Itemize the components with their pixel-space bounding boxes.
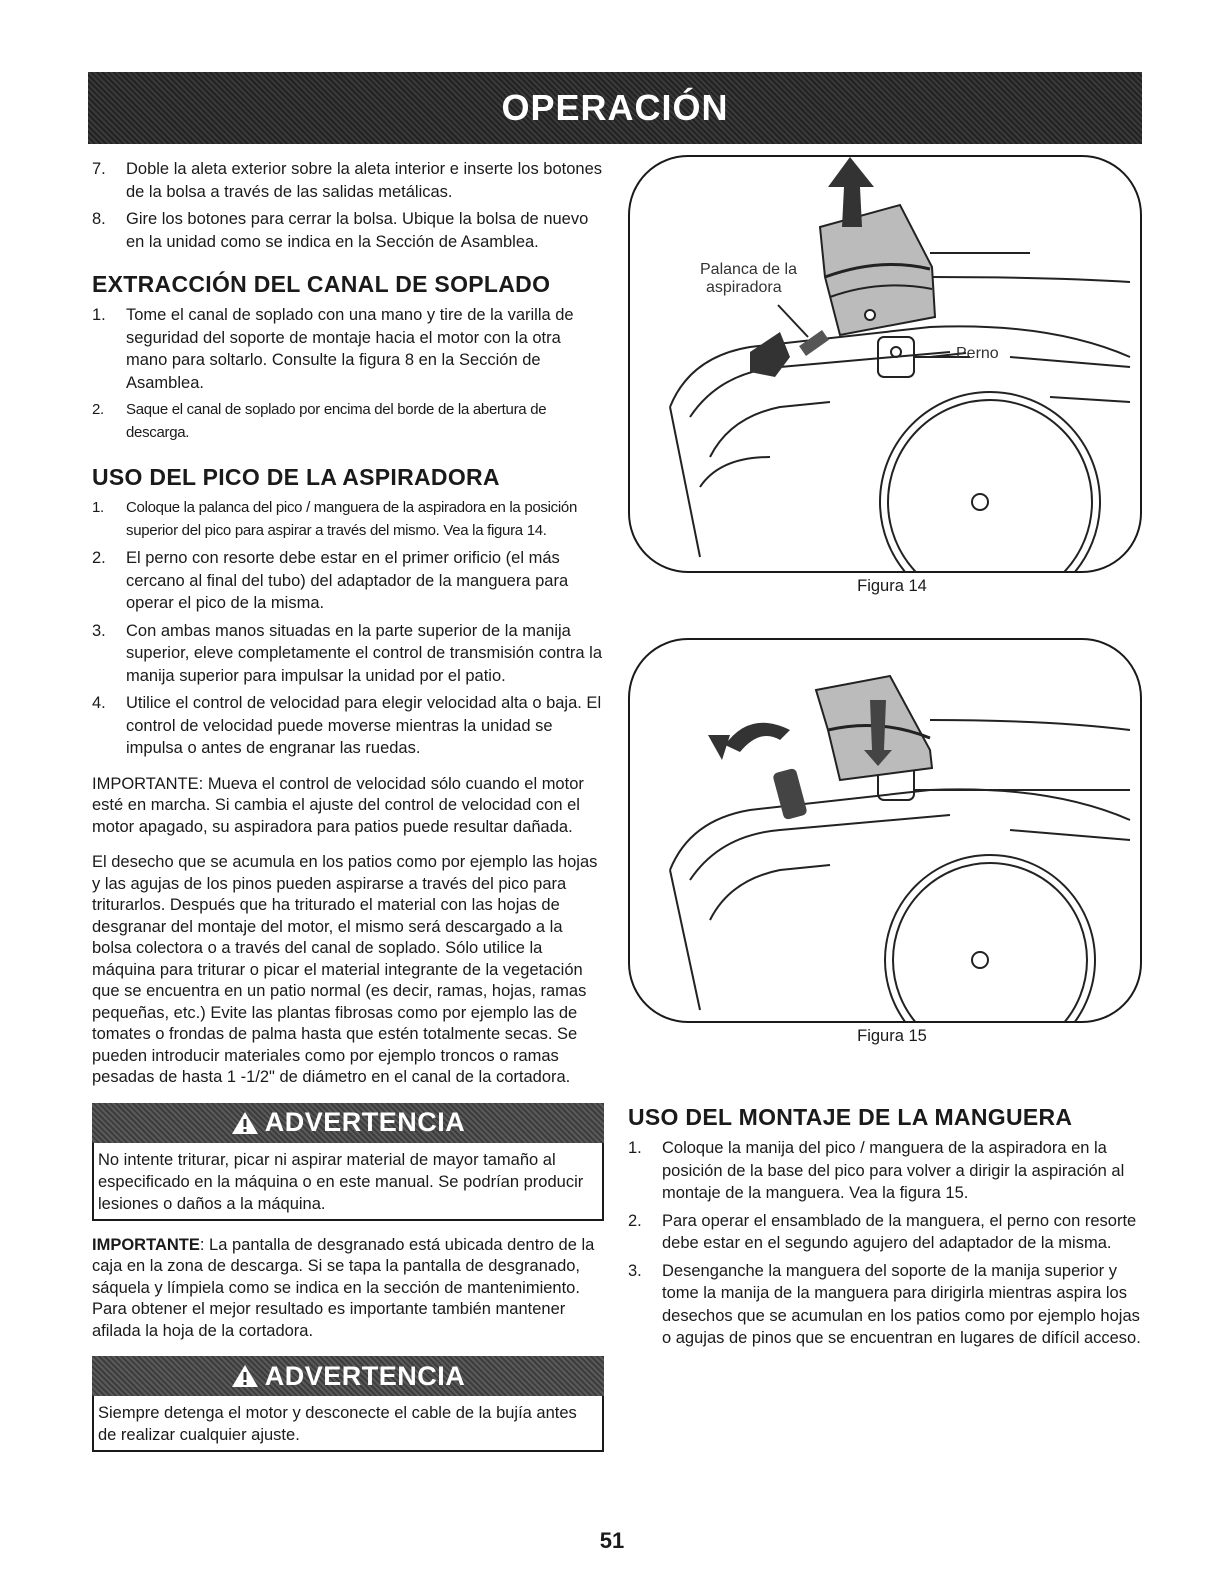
- list-item: 3. Con ambas manos situadas en la parte superior de la manija superior, eleve completamente el control de transmisión contra la manija superior para impulsar la unidad por el patio.: [92, 621, 602, 685]
- list-item: 2. Para operar el ensamblado de la manguera, el perno con resorte debe estar en el segundo agujero del adaptador de la misma.: [628, 1211, 1137, 1252]
- section-header-bar: [88, 72, 1142, 144]
- callout-pin: Perno: [956, 345, 999, 362]
- hose-mode-illustration: [630, 640, 1142, 1023]
- importante-pantalla: IMPORTANTE: La pantalla de desgranado está ubicada dentro de la caja en la zona de descarga. Si se tapa la pantalla de desgranado, sáquela y límpiela como se indica en la sección de mantenimiento. Para obtener el mejor resultado es importante también mantener afilada la hoja de la cortadora.: [92, 1235, 595, 1340]
- warning-header: [92, 1356, 604, 1396]
- warning-label: ADVERTENCIA: [264, 1360, 466, 1391]
- vacuum-nozzle-illustration: [630, 157, 1142, 573]
- page-number: 51: [599, 1528, 625, 1553]
- callout-lever: Palanca de la aspiradora: [700, 261, 797, 296]
- list-item: 4. Utilice el control de velocidad para elegir velocidad alta o baja. El control de velocidad puede moverse mientras la unidad se impulsa o antes de engranar las ruedas.: [92, 694, 602, 757]
- warning-text: No intente triturar, picar ni aspirar material de mayor tamaño al especificado en la máquina o en este manual. Se podrían producir lesiones o daños a la máquina.: [98, 1150, 584, 1213]
- warning-box: [92, 1356, 604, 1452]
- heading-uso-pico: USO DEL PICO DE LA ASPIRADORA: [92, 464, 500, 490]
- warning-label: ADVERTENCIA: [264, 1107, 466, 1137]
- warning-triangle-icon: [231, 1111, 259, 1135]
- warning-triangle-icon: [231, 1364, 259, 1388]
- left-column: [92, 158, 604, 1466]
- warning-header: [92, 1103, 604, 1143]
- warning-text: Siempre detenga el motor y desconecte el cable de la bujía antes de realizar cualquier ajuste.: [98, 1404, 577, 1444]
- right-column: [612, 155, 1152, 1355]
- figure-14: [628, 155, 1142, 573]
- list-item: 2. Saque el canal de soplado por encima del borde de la abertura de descarga.: [92, 401, 547, 441]
- intro-steps: [92, 158, 604, 253]
- importante-note: IMPORTANTE: Mueva el control de velocidad sólo cuando el motor esté en marcha. Si cambia el ajuste del control de velocidad con el motor apagado, su aspiradora para patios puede resultar dañada.: [92, 774, 584, 836]
- list-item: 1. Coloque la manija del pico / manguera de la aspiradora en la posición de la base del pico para volver a dirigir la aspiración al montaje de la manguera. Vea la figura 15.: [628, 1139, 1125, 1202]
- figure-14-caption: Figura 14: [857, 577, 927, 595]
- list-item: 3. Desenganche la manguera del soporte de la manija superior y tome la manija de la manguera para dirigirla mientras aspira los desechos que se acumulan en los patios como por ejemplo hojas o agujas de pinos que se encuentran en lugares de difícil acceso.: [628, 1261, 1141, 1347]
- list-item: 2. El perno con resorte debe estar en el primer orificio (el más cercano al final del tubo) del adaptador de la manguera para operar el pico de la misma.: [92, 549, 569, 612]
- list-item: 8. Gire los botones para cerrar la bolsa. Ubique la bolsa de nuevo en la unidad como se indica en la Sección de Asamblea.: [92, 210, 589, 251]
- figure-15: [628, 638, 1142, 1023]
- desecho-paragraph: El desecho que se acumula en los patios como por ejemplo las hojas y las agujas de los pinos pueden aspirarse a través del pico para triturarlos. Después que ha triturado el material con las hojas de desgranar del montaje del motor, el mismo será descargado a la bolsa colectora o a través del canal de soplado. Sólo utilice la máquina para triturar o picar el material integrante de la vegetación que se encuentra en un patio normal (es decir, ramas, hojas, ramas pequeñas, etc.) Evite las plantas fibrosas como por ejemplo las de tomates o frondas de palma hasta que estén totalmente secas. Se pueden introducir materiales como por ejemplo troncos o ramas pesadas de hasta 1 -1/2" de diámetro en el canal de la cortadora.: [92, 853, 598, 1086]
- manguera-steps: [612, 1137, 1152, 1350]
- list-item: 7. Doble la aleta exterior sobre la aleta interior e inserte los botones de la bolsa a través de las salidas metálicas.: [92, 160, 603, 201]
- warning-box: [92, 1103, 604, 1221]
- figure-15-caption: Figura 15: [857, 1027, 927, 1045]
- list-item: 1. Tome el canal de soplado con una mano y tire de la varilla de seguridad del soporte de montaje hacia el motor con la otra mano para soltarlo. Consulte la figura 8 en la Sección de Asamblea.: [92, 306, 574, 392]
- page-title: OPERACIÓN: [501, 87, 729, 128]
- list-item: 1. Coloque la palanca del pico / manguera de la aspiradora en la posición superior del pico para aspirar a través del mismo. Vea la figura 14.: [92, 499, 577, 539]
- heading-extraccion: EXTRACCIÓN DEL CANAL DE SOPLADO: [92, 271, 551, 297]
- heading-manguera: USO DEL MONTAJE DE LA MANGUERA: [628, 1104, 1073, 1130]
